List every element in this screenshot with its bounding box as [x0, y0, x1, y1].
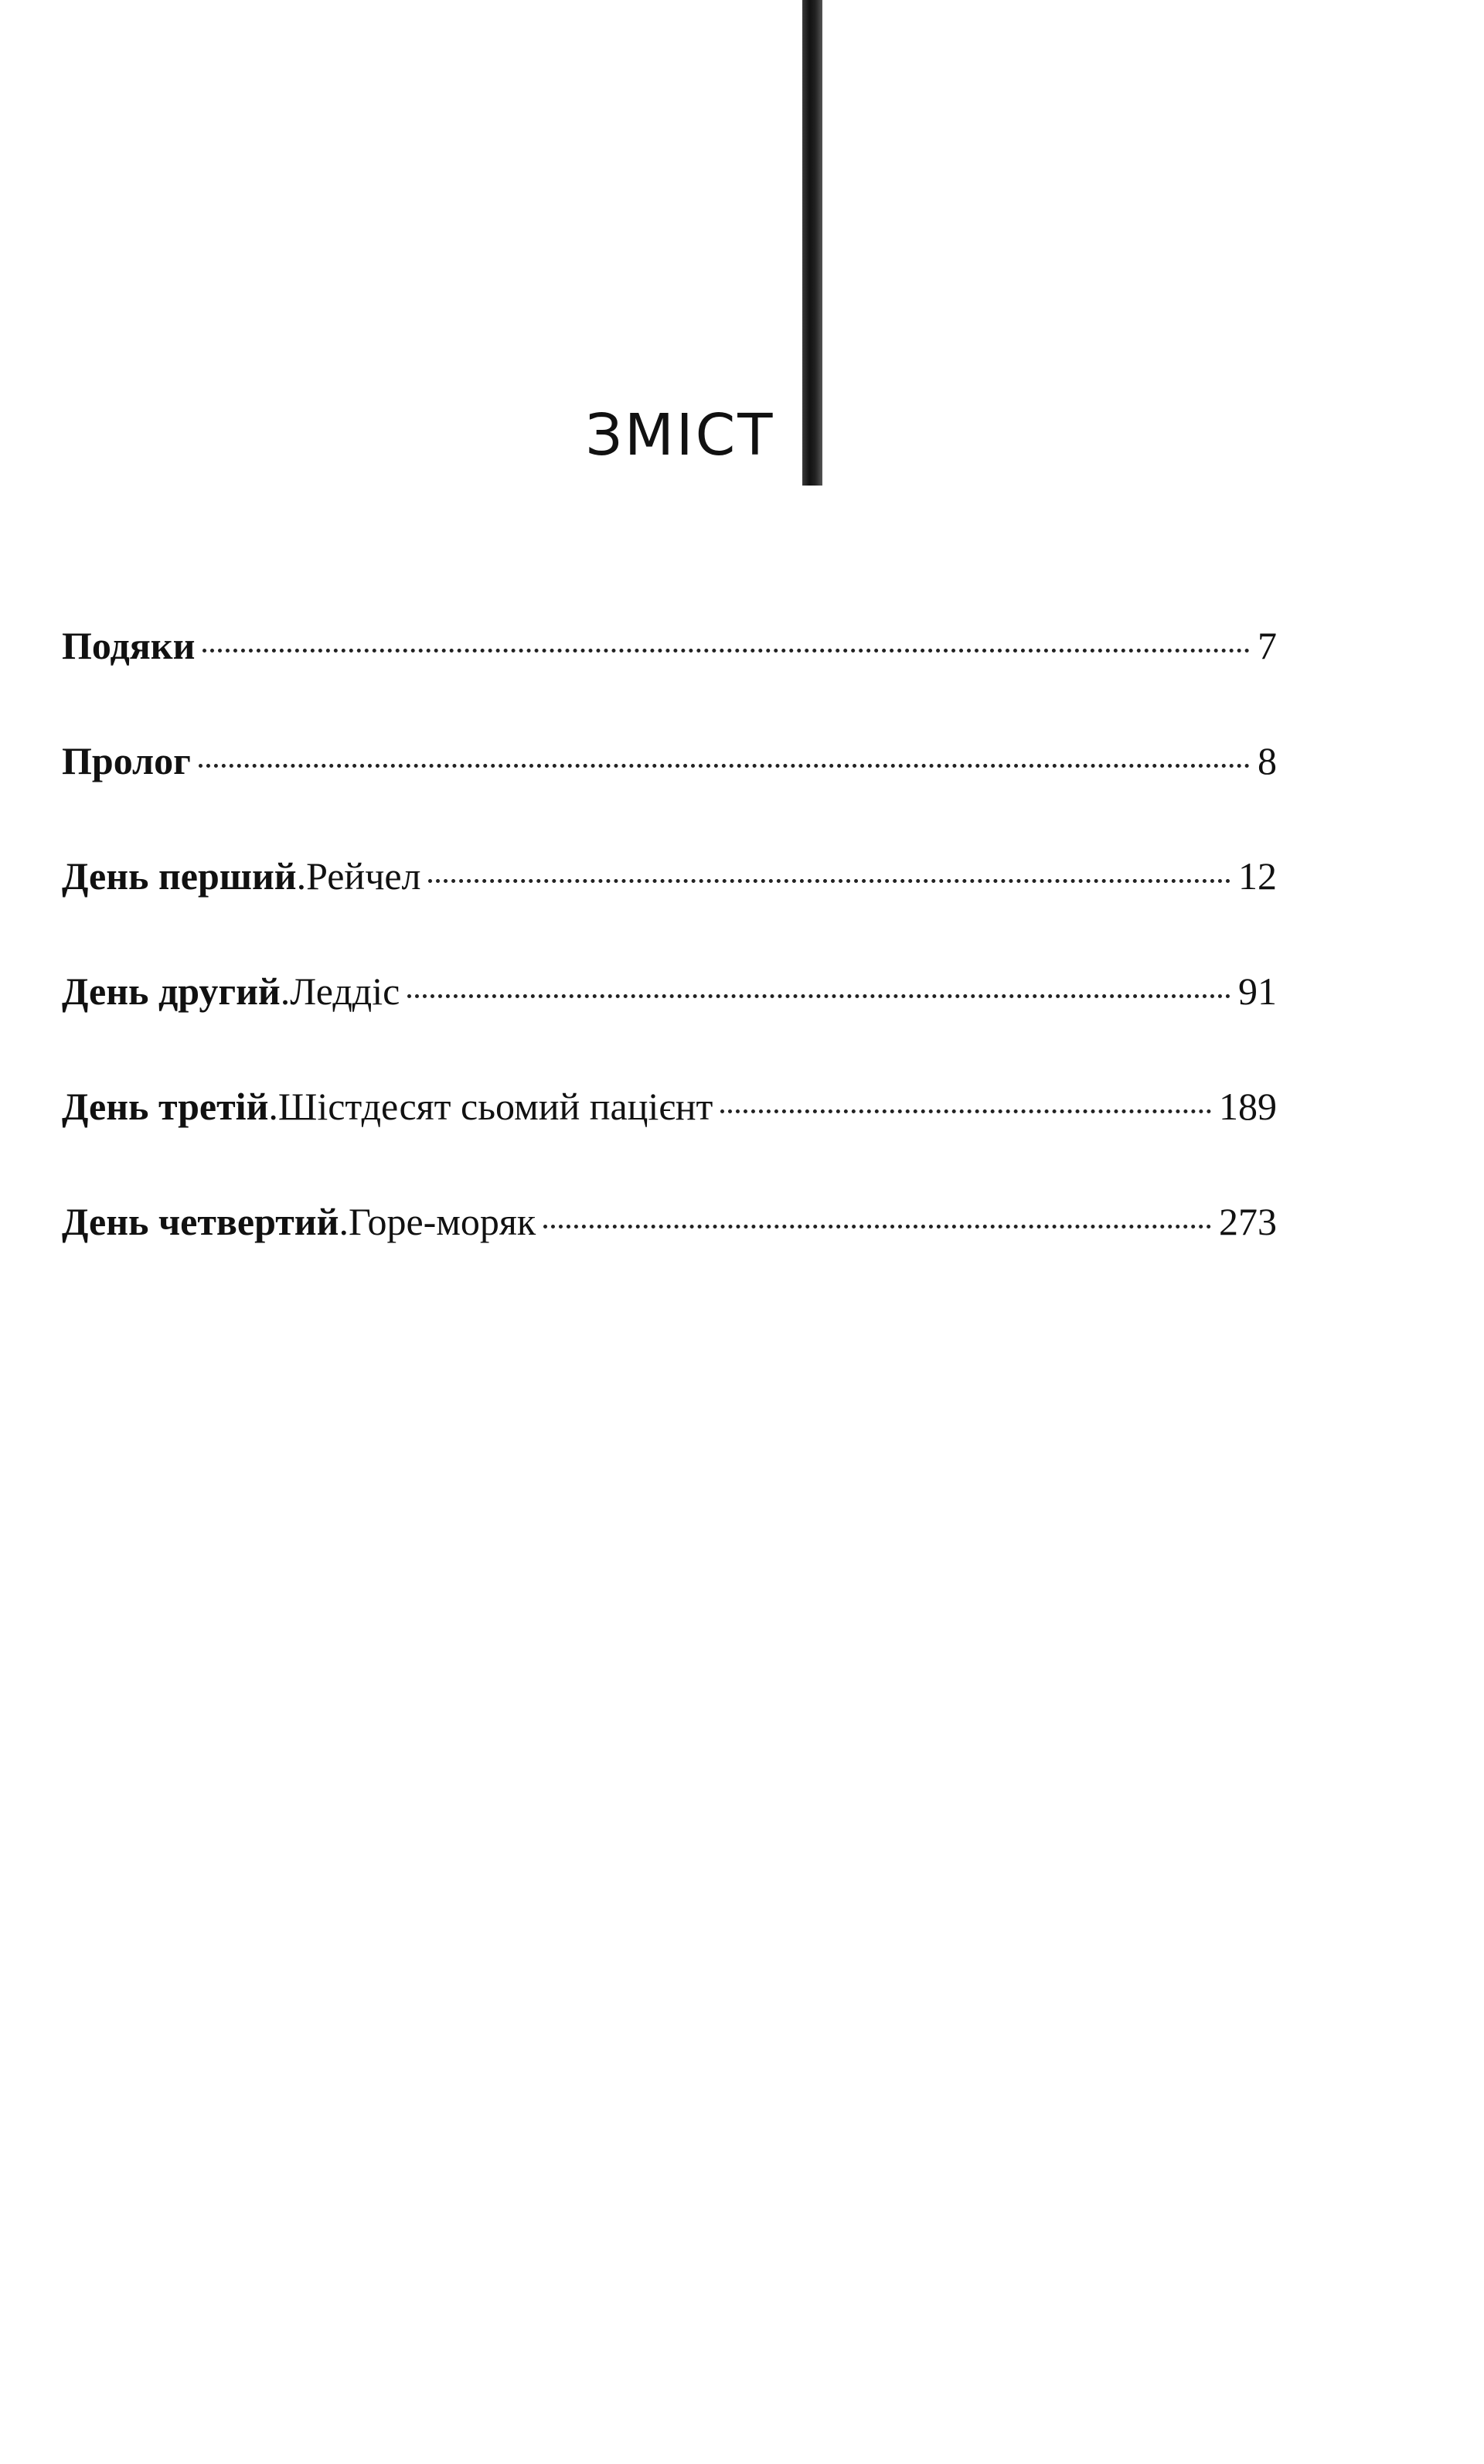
- toc-heading: День другий: [62, 970, 281, 1013]
- toc-page-number: 12: [1238, 854, 1277, 898]
- dot-leader: [407, 994, 1230, 998]
- toc-title: Рейчел: [306, 854, 421, 898]
- toc-heading: Пролог: [62, 739, 191, 782]
- toc-separator: .: [296, 854, 307, 898]
- toc-title: Горе-моряк: [348, 1200, 536, 1243]
- toc-title: Леддіс: [290, 970, 400, 1013]
- toc-entry-prologue[interactable]: [62, 738, 1277, 853]
- table-of-contents: [62, 622, 1277, 1314]
- toc-heading: День четвертий: [62, 1200, 339, 1243]
- toc-heading: Подяки: [62, 624, 196, 667]
- page-title: ЗМІСТ: [585, 402, 775, 469]
- toc-entry-acknowledgements[interactable]: [62, 622, 1277, 738]
- toc-page-number: 91: [1238, 970, 1277, 1013]
- toc-separator: .: [339, 1200, 349, 1243]
- toc-separator: .: [280, 970, 291, 1013]
- toc-page-number: 189: [1219, 1085, 1277, 1128]
- dot-leader: [428, 879, 1230, 883]
- dot-leader: [199, 764, 1250, 768]
- toc-title: Шістдесят сьомий пацієнт: [277, 1085, 713, 1128]
- toc-page-number: 7: [1258, 624, 1277, 667]
- dot-leader: [720, 1109, 1211, 1113]
- toc-separator: .: [268, 1085, 278, 1128]
- toc-entry-day-three[interactable]: [62, 1083, 1277, 1198]
- toc-page-number: 273: [1219, 1200, 1277, 1243]
- toc-heading: День третій: [62, 1085, 269, 1128]
- dot-leader: [543, 1225, 1211, 1229]
- dot-leader: [203, 649, 1250, 653]
- decorative-vertical-rule: [802, 0, 822, 486]
- toc-entry-day-two[interactable]: [62, 968, 1277, 1083]
- toc-page-number: 8: [1258, 739, 1277, 782]
- toc-entry-day-four[interactable]: [62, 1198, 1277, 1314]
- toc-entry-day-one[interactable]: [62, 853, 1277, 968]
- toc-heading: День перший: [62, 854, 297, 898]
